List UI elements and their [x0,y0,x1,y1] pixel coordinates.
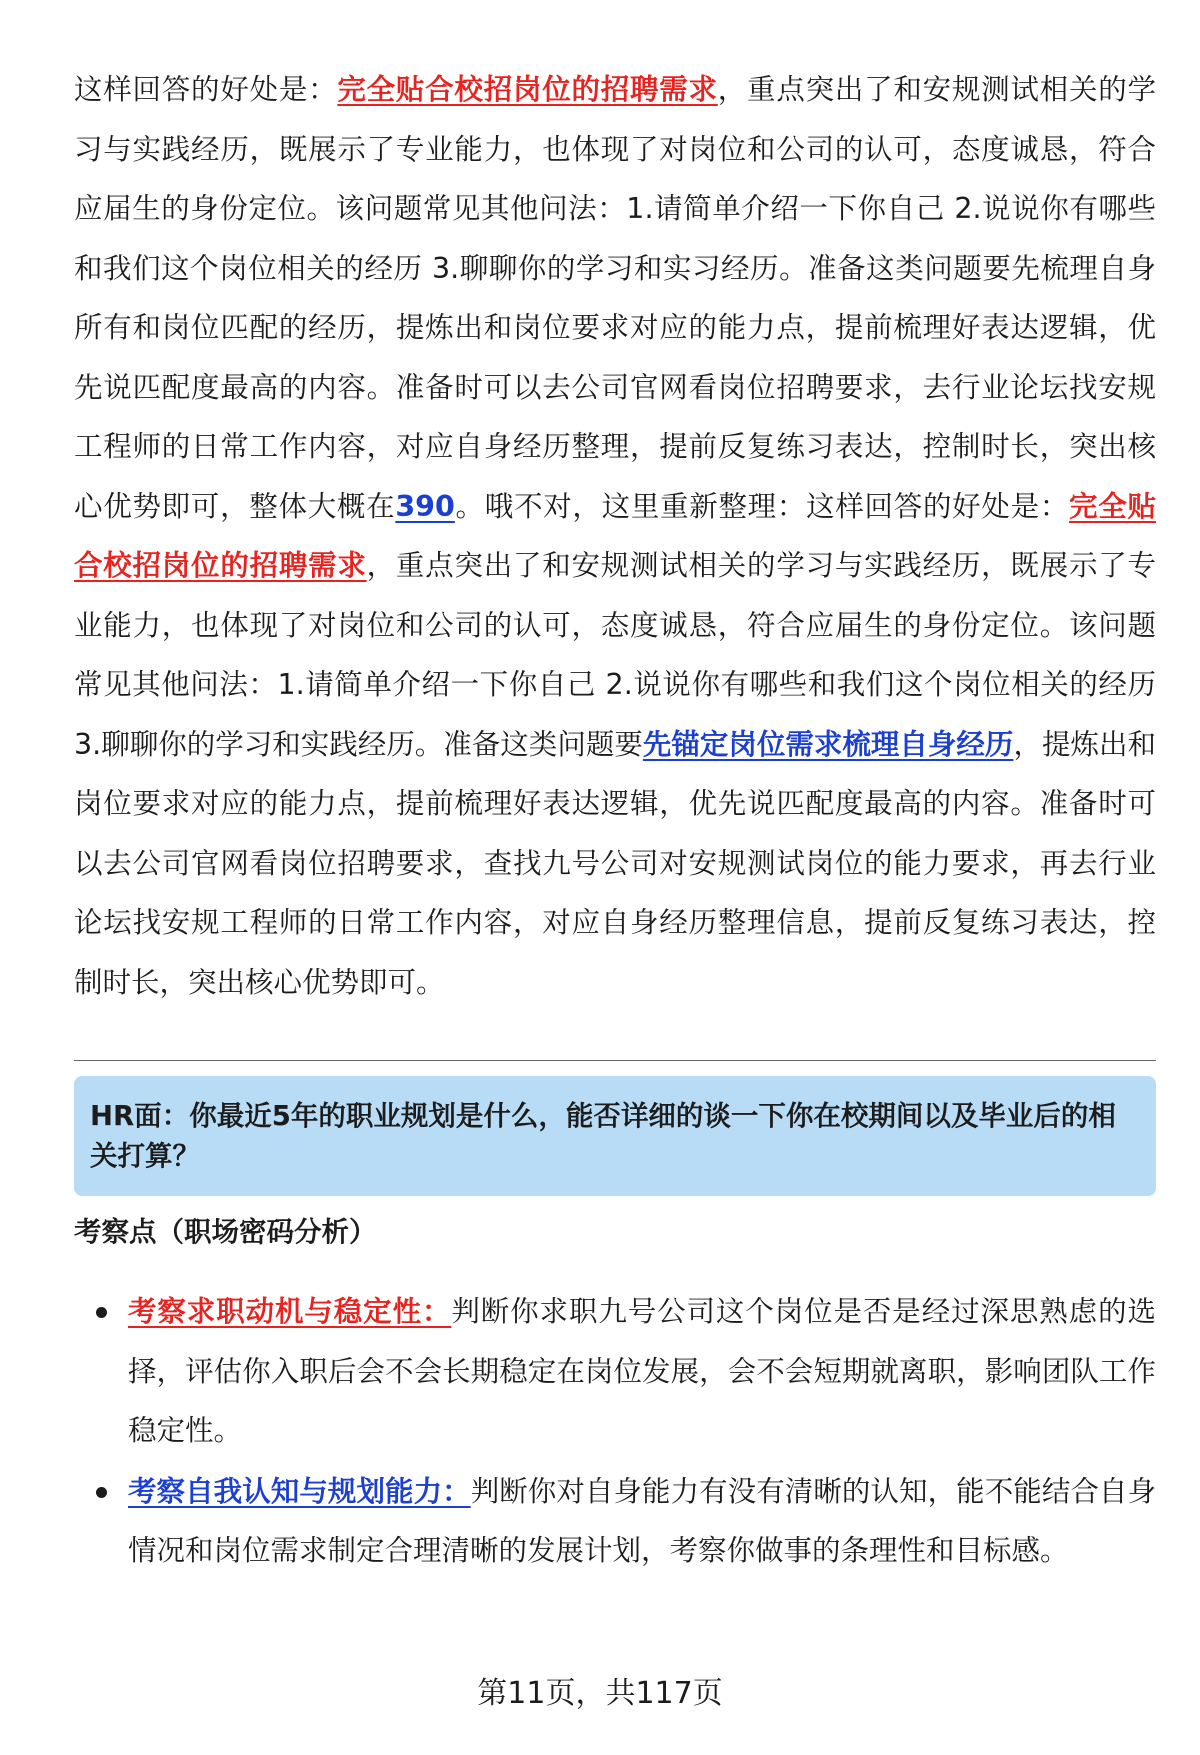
highlight-blue: 先锚定岗位需求梳理自身经历 [642,727,1014,761]
text-run: 。哦不对，这里重新整理：这样回答的好处是： [454,489,1070,523]
section-title: 考察点（职场密码分析） [74,1216,377,1248]
text-run: ，重点突出了和安规测试相关的学习与实践经历，既展示了专业能力，也体现了对岗位和公司的认可，态度诚恳，符合应届生的身份定位。该问题常见其他问法：1.请简单介绍一下你自己 2.说说你有哪些和我们这个岗位相关的经历 3.聊聊你的学习和实习经历。准备这类问题要先梳理自身所有和岗位匹配的经历，提炼出和岗位要求对应的能力点，提前梳理好表达逻辑，优先说匹配度最高的内容。准备时可以去公司官网看岗位招聘要求，去行业论坛找安规工程师的日常工作内容，对应自身经历整理，提前反复练习表达，控制时长，突出核心优势即可，整体大概在 [74,73,1156,523]
highlight-red: 完全贴合校招岗位的招聘需求 [74,489,1156,582]
list-item [74,1282,1156,1461]
bullet-text: 判断你对自身能力有没有清晰的认知，能不能结合自身情况和岗位需求制定合理清晰的发展计划，考察你做事的条理性和目标感。 [128,1474,1156,1567]
page-number: 第11页，共117页 [477,1676,723,1711]
text-run: ，提炼出和岗位要求对应的能力点，提前梳理好表达逻辑，优先说匹配度最高的内容。准备时可以去公司官网看岗位招聘要求，查找九号公司对安规测试岗位的能力要求，再去行业论坛找安规工程师的日常工作内容，对应自身经历整理信息，提前反复练习表达，控制时长，突出核心优势即可。 [74,727,1156,999]
bullet-label: 考察求职动机与稳定性： [128,1295,452,1328]
bullet-dot-icon [96,1307,107,1318]
bullet-label: 考察自我认知与规划能力： [128,1474,471,1508]
question-box [74,1076,1156,1196]
bullet-dot-icon [96,1487,107,1498]
body-paragraph [74,60,1156,1012]
section-divider [74,1060,1156,1061]
bullet-text: 判断你求职九号公司这个岗位是否是经过深思熟虑的选择，评估你入职后会不会长期稳定在岗位发展，会不会短期就离职，影响团队工作稳定性。 [128,1295,1156,1447]
highlight-red: 完全贴合校招岗位的招聘需求 [337,73,718,106]
bullet-list [74,1282,1156,1582]
text-run: 这样回答的好处是： [74,73,338,106]
highlight-blue: 390 [395,489,455,523]
text-run: ，重点突出了和安规测试相关的学习与实践经历，既展示了专业能力，也体现了对岗位和公司的认可，态度诚恳，符合应届生的身份定位。该问题常见其他问法：1.请简单介绍一下你自己 2.说说你有哪些和我们这个岗位相关的经历 3.聊聊你的学习和实践经历。准备这类问题要 [74,549,1156,761]
question-text: HR面：你最近5年的职业规划是什么，能否详细的谈一下你在校期间以及毕业后的相关打算？ [90,1100,1116,1172]
list-item [74,1462,1156,1581]
